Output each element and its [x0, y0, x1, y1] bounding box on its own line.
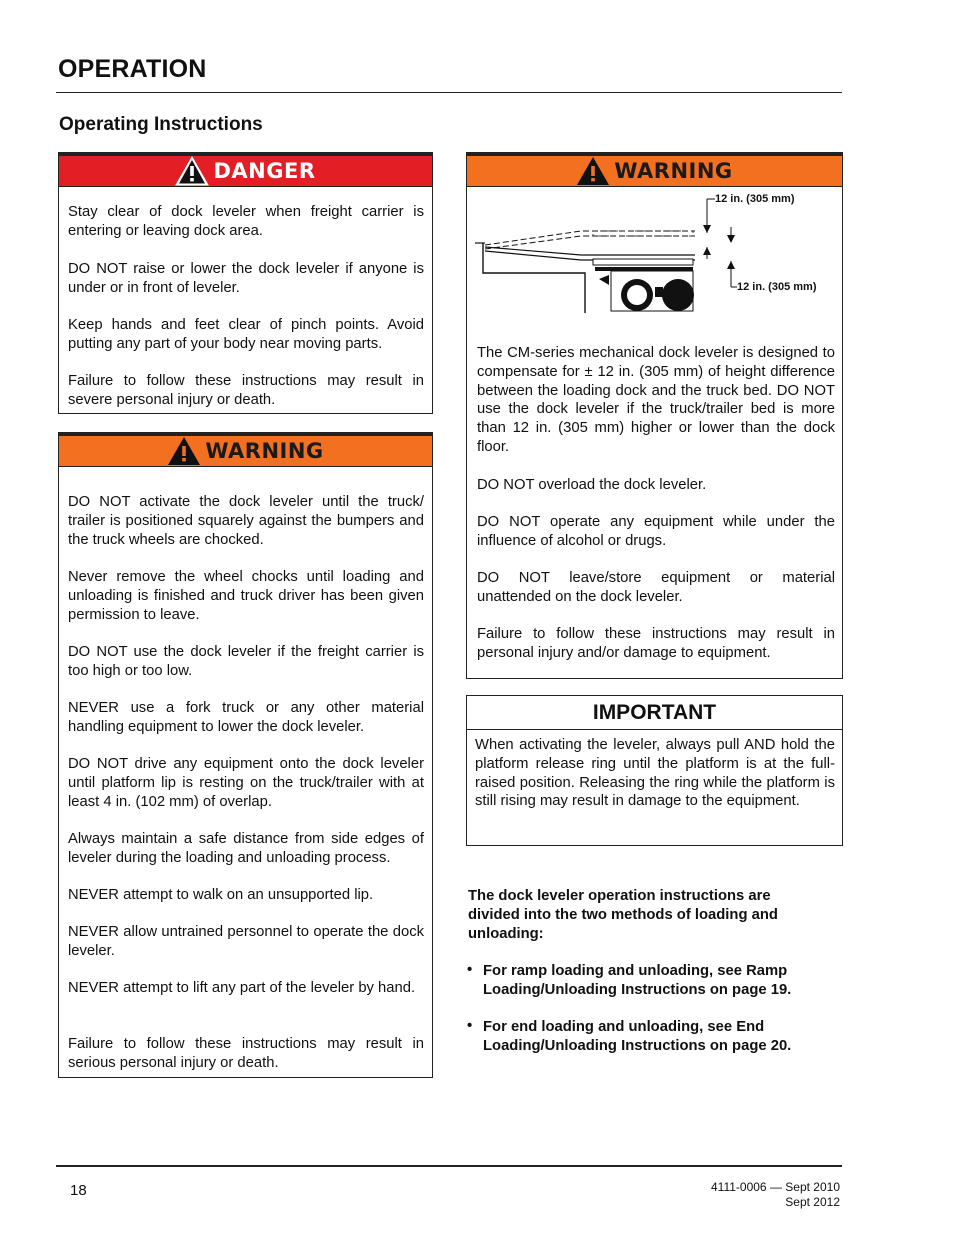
warning-paragraph: Failure to follow these instructions may result in serious personal injury or death.: [68, 1036, 424, 1071]
warning-paragraph: Always maintain a safe distance from side edges of leveler during the loading and unloading process.: [68, 831, 424, 866]
warning-paragraph: DO NOT activate the dock leveler until the truck/ trailer is positioned squarely against the bumpers and the truck wheels are chocked.: [68, 494, 424, 548]
danger-paragraph: Failure to follow these instructions may result in severe personal injury or death.: [68, 373, 424, 408]
warning-paragraph: The CM-series mechanical dock leveler is designed to compensate for ± 12 in. (305 mm) of height difference between the loading dock and the truck bed. DO NOT use the dock leveler if the truck/trailer bed is more than 12 in. (305 mm) higher or lower than the dock floor.: [477, 345, 835, 455]
warning-banner: [467, 153, 842, 187]
danger-paragraph: DO NOT raise or lower the dock leveler if anyone is under or in front of leveler.: [68, 261, 424, 296]
page-subtitle: Operating Instructions: [59, 114, 263, 135]
doc-number: 4111-0006 — Sept 2010: [711, 1180, 840, 1194]
doc-revision: Sept 2012: [785, 1195, 840, 1209]
footer-rule: [56, 1165, 842, 1167]
danger-paragraph: Stay clear of dock leveler when freight carrier is entering or leaving dock area.: [68, 204, 424, 239]
header-rule: [56, 92, 842, 93]
important-title: IMPORTANT: [467, 696, 842, 730]
warning-paragraph: DO NOT overload the dock leveler.: [477, 477, 707, 493]
section-title: OPERATION: [58, 55, 207, 83]
instruction-bullet: For ramp loading and unloading, see Ramp Loading/Unloading Instructions on page 19.: [483, 963, 792, 998]
document-info: [711, 1180, 840, 1210]
warning-triangle-icon: [167, 436, 201, 466]
warning-paragraph: NEVER attempt to lift any part of the leveler by hand.: [68, 980, 416, 996]
bullet-marker: •: [467, 962, 473, 978]
important-box: [466, 695, 843, 846]
danger-banner-label: DANGER: [213, 159, 316, 183]
instructions-intro: The dock leveler operation instructions are divided into the two methods of loading and unloading:: [468, 888, 778, 942]
warning-paragraph: NEVER allow untrained personnel to operate the dock leveler.: [68, 924, 424, 959]
warning-paragraph: DO NOT leave/store equipment or material unattended on the dock leveler.: [477, 570, 835, 605]
warning-paragraph: DO NOT use the dock leveler if the freight carrier is too high or too low.: [68, 644, 424, 679]
warning-banner-label: WARNING: [614, 159, 733, 183]
danger-box: [58, 152, 433, 414]
warning-box-left: [58, 432, 433, 1078]
bullet-marker: •: [467, 1018, 473, 1034]
warning-paragraph: NEVER use a fork truck or any other material handling equipment to lower the dock leveler.: [68, 700, 424, 735]
warning-paragraph: DO NOT drive any equipment onto the dock leveler until platform lip is resting on the truck/trailer with at least 4 in. (102 mm) of overlap.: [68, 756, 424, 810]
instruction-bullet: For end loading and unloading, see End Loading/Unloading Instructions on page 20.: [483, 1019, 792, 1054]
upper-dimension-label: 12 in. (305 mm): [715, 193, 795, 205]
page-number: 18: [70, 1182, 87, 1199]
warning-box-right: [466, 152, 843, 679]
warning-paragraph: NEVER attempt to walk on an unsupported lip.: [68, 887, 374, 903]
dock-leveler-diagram: [471, 189, 839, 319]
danger-banner: [59, 153, 432, 187]
warning-paragraph: DO NOT operate any equipment while under the influence of alcohol or drugs.: [477, 514, 835, 549]
warning-triangle-icon: [175, 156, 209, 186]
warning-banner-label: WARNING: [205, 439, 324, 463]
warning-paragraph: Failure to follow these instructions may result in personal injury and/or damage to equipment.: [477, 626, 835, 661]
warning-triangle-icon: [576, 156, 610, 186]
warning-banner: [59, 433, 432, 467]
danger-paragraph: Keep hands and feet clear of pinch points. Avoid putting any part of your body near moving parts.: [68, 317, 424, 352]
important-text: When activating the leveler, always pull AND hold the platform release ring until the platform is at the full-raised position. Releasing the ring while the platform is still rising may result in damage to the equipment.: [475, 737, 835, 810]
warning-paragraph: Never remove the wheel chocks until loading and unloading is finished and truck driver has been given permission to leave.: [68, 569, 424, 623]
lower-dimension-label: 12 in. (305 mm): [737, 281, 817, 293]
